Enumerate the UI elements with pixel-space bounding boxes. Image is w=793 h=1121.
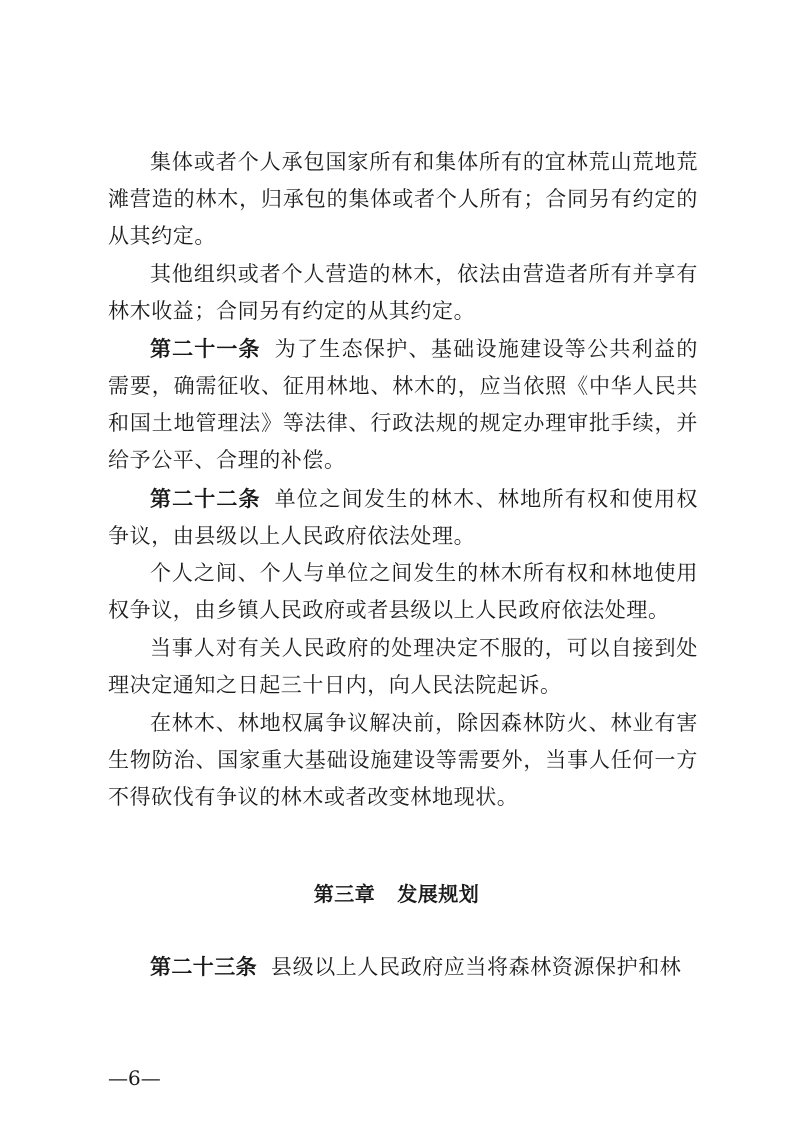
page-number: —6— xyxy=(108,1066,161,1090)
paragraph-text: 其他组织或者个人营造的林木，依法由营造者所有并享有林木收益；合同另有约定的从其约定。 xyxy=(108,262,698,323)
article-22 xyxy=(108,481,698,555)
paragraph-1 xyxy=(108,144,698,255)
paragraph-text: 单位之间发生的林木、林地所有权和使用权争议，由县级以上人民政府依法处理。 xyxy=(108,487,698,548)
article-23 xyxy=(108,949,698,986)
paragraph-text: 当事人对有关人民政府的处理决定不服的，可以自接到处理决定通知之日起三十日内，向人民法院起诉。 xyxy=(108,636,698,697)
paragraph-text: 为了生态保护、基础设施建设等公共利益的需要，确需征收、征用林地、林木的，应当依照《中华人民共和国土地管理法》等法律、行政法规的规定办理审批手续，并给予公平、合理的补偿。 xyxy=(108,337,698,472)
chapter-title: 发展规划 xyxy=(397,882,480,906)
paragraph-2 xyxy=(108,256,698,330)
article-number: 第二十三条 xyxy=(150,955,257,979)
paragraph-text: 县级以上人民政府应当将森林资源保护和林 xyxy=(271,955,682,979)
paragraph-7 xyxy=(108,705,698,816)
paragraph-6 xyxy=(108,630,698,704)
chapter-number: 第三章 xyxy=(313,882,376,906)
paragraph-text: 在林木、林地权属争议解决前，除因森林防火、林业有害生物防治、国家重大基础设施建设等需要外，当事人任何一方不得砍伐有争议的林木或者改变林地现状。 xyxy=(108,711,698,809)
article-number: 第二十一条 xyxy=(150,337,261,361)
paragraph-5 xyxy=(108,555,698,629)
article-number: 第二十二条 xyxy=(150,487,261,511)
article-21 xyxy=(108,331,698,479)
paragraph-text: 集体或者个人承包国家所有和集体所有的宜林荒山荒地荒滩营造的林木，归承包的集体或者个人所有；合同另有约定的从其约定。 xyxy=(108,150,698,248)
chapter-heading xyxy=(0,878,793,907)
paragraph-text: 个人之间、个人与单位之间发生的林木所有权和林地使用权争议，由乡镇人民政府或者县级以上人民政府依法处理。 xyxy=(108,561,698,622)
